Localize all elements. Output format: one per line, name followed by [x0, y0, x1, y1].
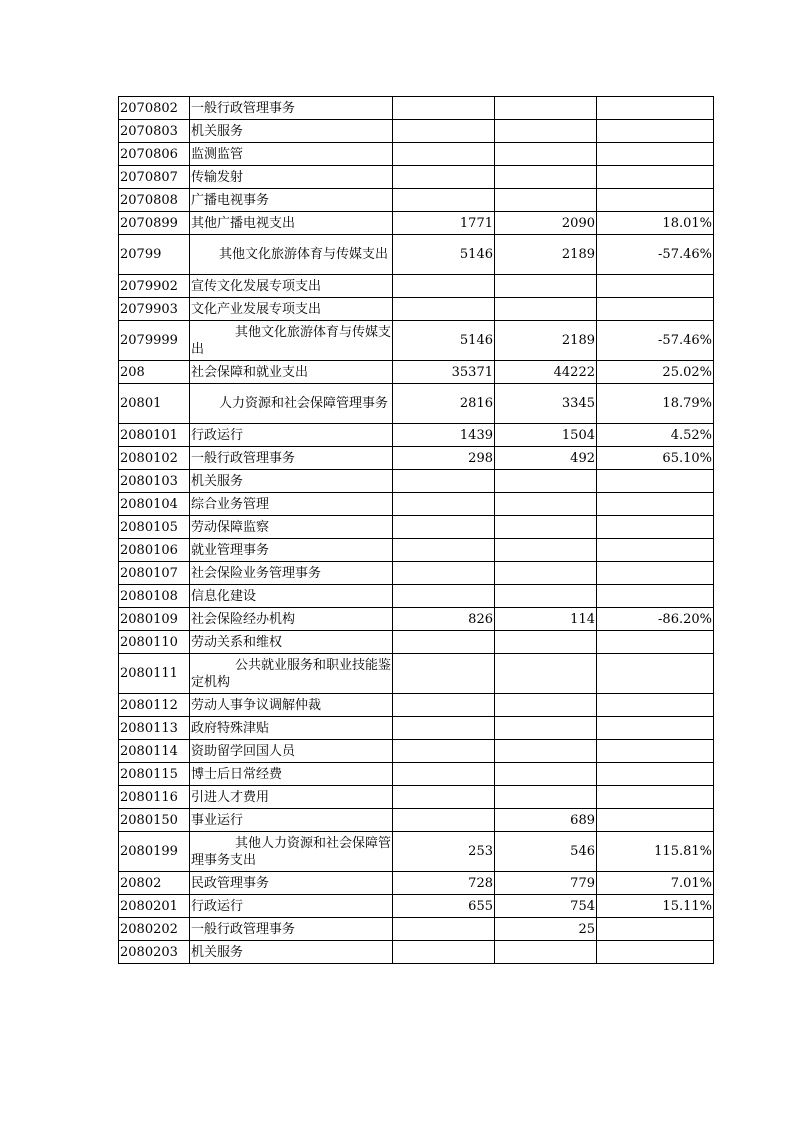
prior-year-amount-cell: 298 — [393, 447, 495, 470]
prior-year-amount-cell — [393, 654, 495, 694]
subject-code-cell: 2080201 — [119, 895, 190, 918]
table-row — [119, 809, 714, 832]
expenditure-table — [118, 96, 714, 964]
change-rate-cell: 4.52% — [597, 424, 714, 447]
table-row — [119, 516, 714, 539]
current-year-amount-cell — [495, 120, 597, 143]
prior-year-amount-cell: 728 — [393, 872, 495, 895]
prior-year-amount-cell — [393, 585, 495, 608]
subject-name-cell: 资助留学回国人员 — [190, 740, 393, 763]
prior-year-amount-cell — [393, 631, 495, 654]
current-year-amount-cell — [495, 298, 597, 321]
change-rate-cell — [597, 809, 714, 832]
table-row — [119, 941, 714, 964]
change-rate-cell — [597, 189, 714, 212]
subject-code-cell: 2080199 — [119, 832, 190, 872]
current-year-amount-cell — [495, 585, 597, 608]
current-year-amount-cell: 779 — [495, 872, 597, 895]
prior-year-amount-cell: 1439 — [393, 424, 495, 447]
subject-name-cell: 公共就业服务和职业技能鉴定机构 — [190, 654, 393, 694]
prior-year-amount-cell: 253 — [393, 832, 495, 872]
change-rate-cell — [597, 539, 714, 562]
prior-year-amount-cell: 5146 — [393, 235, 495, 275]
current-year-amount-cell: 25 — [495, 918, 597, 941]
subject-name-cell: 博士后日常经费 — [190, 763, 393, 786]
table-row — [119, 120, 714, 143]
change-rate-cell — [597, 470, 714, 493]
subject-code-cell: 2080105 — [119, 516, 190, 539]
current-year-amount-cell: 2189 — [495, 321, 597, 361]
subject-name-cell: 就业管理事务 — [190, 539, 393, 562]
subject-code-cell: 2080102 — [119, 447, 190, 470]
change-rate-cell — [597, 493, 714, 516]
subject-name-cell: 文化产业发展专项支出 — [190, 298, 393, 321]
change-rate-cell — [597, 166, 714, 189]
subject-code-cell: 2079902 — [119, 275, 190, 298]
current-year-amount-cell: 689 — [495, 809, 597, 832]
prior-year-amount-cell — [393, 166, 495, 189]
subject-code-cell: 2080113 — [119, 717, 190, 740]
subject-name-cell: 传输发射 — [190, 166, 393, 189]
current-year-amount-cell — [495, 97, 597, 120]
table-row — [119, 631, 714, 654]
subject-code-cell: 2080107 — [119, 562, 190, 585]
subject-code-cell: 2080112 — [119, 694, 190, 717]
prior-year-amount-cell — [393, 298, 495, 321]
change-rate-cell — [597, 143, 714, 166]
change-rate-cell — [597, 763, 714, 786]
subject-code-cell: 20802 — [119, 872, 190, 895]
current-year-amount-cell — [495, 763, 597, 786]
subject-name-cell: 机关服务 — [190, 470, 393, 493]
prior-year-amount-cell — [393, 562, 495, 585]
prior-year-amount-cell — [393, 120, 495, 143]
subject-code-cell: 2070806 — [119, 143, 190, 166]
subject-code-cell: 2080104 — [119, 493, 190, 516]
prior-year-amount-cell — [393, 694, 495, 717]
prior-year-amount-cell: 35371 — [393, 361, 495, 384]
subject-code-cell: 2070899 — [119, 212, 190, 235]
prior-year-amount-cell: 2816 — [393, 384, 495, 424]
subject-name-cell: 综合业务管理 — [190, 493, 393, 516]
change-rate-cell — [597, 97, 714, 120]
change-rate-cell: 18.79% — [597, 384, 714, 424]
subject-name-cell: 社会保险经办机构 — [190, 608, 393, 631]
subject-name-cell: 行政运行 — [190, 424, 393, 447]
change-rate-cell: 15.11% — [597, 895, 714, 918]
current-year-amount-cell: 2189 — [495, 235, 597, 275]
subject-name-cell: 机关服务 — [190, 120, 393, 143]
current-year-amount-cell — [495, 654, 597, 694]
table-row — [119, 321, 714, 361]
subject-code-cell: 2080116 — [119, 786, 190, 809]
change-rate-cell — [597, 585, 714, 608]
change-rate-cell — [597, 516, 714, 539]
current-year-amount-cell — [495, 694, 597, 717]
table-row — [119, 654, 714, 694]
change-rate-cell — [597, 275, 714, 298]
table-row — [119, 895, 714, 918]
prior-year-amount-cell — [393, 516, 495, 539]
change-rate-cell: 115.81% — [597, 832, 714, 872]
subject-name-cell: 其他人力资源和社会保障管理事务支出 — [190, 832, 393, 872]
table-row — [119, 786, 714, 809]
current-year-amount-cell — [495, 539, 597, 562]
subject-name-cell: 监测监管 — [190, 143, 393, 166]
prior-year-amount-cell — [393, 763, 495, 786]
subject-name-cell: 其他广播电视支出 — [190, 212, 393, 235]
subject-code-cell: 2070802 — [119, 97, 190, 120]
prior-year-amount-cell — [393, 275, 495, 298]
current-year-amount-cell — [495, 717, 597, 740]
table-row — [119, 97, 714, 120]
table-row — [119, 447, 714, 470]
change-rate-cell — [597, 918, 714, 941]
subject-name-cell: 一般行政管理事务 — [190, 97, 393, 120]
table-row — [119, 143, 714, 166]
table-row — [119, 189, 714, 212]
change-rate-cell — [597, 717, 714, 740]
current-year-amount-cell — [495, 166, 597, 189]
prior-year-amount-cell — [393, 539, 495, 562]
current-year-amount-cell — [495, 189, 597, 212]
prior-year-amount-cell: 655 — [393, 895, 495, 918]
subject-code-cell: 2080110 — [119, 631, 190, 654]
table-row — [119, 470, 714, 493]
change-rate-cell — [597, 786, 714, 809]
subject-name-cell: 社会保险业务管理事务 — [190, 562, 393, 585]
table-row — [119, 424, 714, 447]
table-row — [119, 872, 714, 895]
subject-name-cell: 事业运行 — [190, 809, 393, 832]
prior-year-amount-cell: 1771 — [393, 212, 495, 235]
current-year-amount-cell — [495, 786, 597, 809]
subject-code-cell: 2080101 — [119, 424, 190, 447]
change-rate-cell: -86.20% — [597, 608, 714, 631]
change-rate-cell — [597, 120, 714, 143]
table-row — [119, 562, 714, 585]
table-row — [119, 212, 714, 235]
subject-code-cell: 2080108 — [119, 585, 190, 608]
current-year-amount-cell — [495, 516, 597, 539]
table-row — [119, 361, 714, 384]
prior-year-amount-cell — [393, 717, 495, 740]
current-year-amount-cell — [495, 631, 597, 654]
subject-name-cell: 一般行政管理事务 — [190, 447, 393, 470]
table-row — [119, 763, 714, 786]
subject-code-cell: 2080106 — [119, 539, 190, 562]
subject-code-cell: 2080111 — [119, 654, 190, 694]
current-year-amount-cell — [495, 470, 597, 493]
prior-year-amount-cell — [393, 97, 495, 120]
table-row — [119, 275, 714, 298]
subject-code-cell: 20799 — [119, 235, 190, 275]
change-rate-cell — [597, 740, 714, 763]
subject-name-cell: 劳动人事争议调解仲裁 — [190, 694, 393, 717]
current-year-amount-cell — [495, 275, 597, 298]
change-rate-cell — [597, 694, 714, 717]
table-row — [119, 235, 714, 275]
subject-name-cell: 其他文化旅游体育与传媒支出 — [190, 321, 393, 361]
subject-name-cell: 其他文化旅游体育与传媒支出 — [190, 235, 393, 275]
table-row — [119, 832, 714, 872]
change-rate-cell — [597, 562, 714, 585]
subject-name-cell: 机关服务 — [190, 941, 393, 964]
current-year-amount-cell: 1504 — [495, 424, 597, 447]
subject-name-cell: 人力资源和社会保障管理事务 — [190, 384, 393, 424]
subject-name-cell: 引进人才费用 — [190, 786, 393, 809]
prior-year-amount-cell: 826 — [393, 608, 495, 631]
current-year-amount-cell: 2090 — [495, 212, 597, 235]
subject-code-cell: 2080114 — [119, 740, 190, 763]
subject-name-cell: 广播电视事务 — [190, 189, 393, 212]
subject-code-cell: 2080202 — [119, 918, 190, 941]
prior-year-amount-cell: 5146 — [393, 321, 495, 361]
current-year-amount-cell: 44222 — [495, 361, 597, 384]
subject-name-cell: 民政管理事务 — [190, 872, 393, 895]
table-row — [119, 585, 714, 608]
subject-code-cell: 2080203 — [119, 941, 190, 964]
prior-year-amount-cell — [393, 740, 495, 763]
subject-name-cell: 劳动保障监察 — [190, 516, 393, 539]
subject-code-cell: 2080103 — [119, 470, 190, 493]
change-rate-cell — [597, 631, 714, 654]
subject-name-cell: 劳动关系和维权 — [190, 631, 393, 654]
prior-year-amount-cell — [393, 918, 495, 941]
prior-year-amount-cell — [393, 189, 495, 212]
current-year-amount-cell: 114 — [495, 608, 597, 631]
change-rate-cell — [597, 298, 714, 321]
prior-year-amount-cell — [393, 470, 495, 493]
subject-name-cell: 政府特殊津贴 — [190, 717, 393, 740]
change-rate-cell — [597, 654, 714, 694]
subject-code-cell: 2080150 — [119, 809, 190, 832]
subject-name-cell: 宣传文化发展专项支出 — [190, 275, 393, 298]
change-rate-cell: 7.01% — [597, 872, 714, 895]
current-year-amount-cell — [495, 740, 597, 763]
prior-year-amount-cell — [393, 143, 495, 166]
current-year-amount-cell — [495, 562, 597, 585]
change-rate-cell: 65.10% — [597, 447, 714, 470]
table-row — [119, 298, 714, 321]
subject-code-cell: 2070803 — [119, 120, 190, 143]
change-rate-cell: 25.02% — [597, 361, 714, 384]
current-year-amount-cell: 754 — [495, 895, 597, 918]
subject-code-cell: 208 — [119, 361, 190, 384]
table-row — [119, 740, 714, 763]
prior-year-amount-cell — [393, 941, 495, 964]
prior-year-amount-cell — [393, 786, 495, 809]
current-year-amount-cell — [495, 493, 597, 516]
subject-code-cell: 2079903 — [119, 298, 190, 321]
change-rate-cell: -57.46% — [597, 235, 714, 275]
table-row — [119, 384, 714, 424]
current-year-amount-cell — [495, 941, 597, 964]
subject-code-cell: 2080109 — [119, 608, 190, 631]
subject-code-cell: 2079999 — [119, 321, 190, 361]
table-row — [119, 717, 714, 740]
subject-name-cell: 社会保障和就业支出 — [190, 361, 393, 384]
table-row — [119, 918, 714, 941]
subject-code-cell: 2070808 — [119, 189, 190, 212]
current-year-amount-cell — [495, 143, 597, 166]
prior-year-amount-cell — [393, 809, 495, 832]
prior-year-amount-cell — [393, 493, 495, 516]
table-row — [119, 166, 714, 189]
table-row — [119, 493, 714, 516]
subject-code-cell: 2070807 — [119, 166, 190, 189]
table-body — [119, 97, 714, 964]
subject-code-cell: 20801 — [119, 384, 190, 424]
current-year-amount-cell: 3345 — [495, 384, 597, 424]
subject-name-cell: 一般行政管理事务 — [190, 918, 393, 941]
change-rate-cell: 18.01% — [597, 212, 714, 235]
table-row — [119, 694, 714, 717]
change-rate-cell: -57.46% — [597, 321, 714, 361]
subject-name-cell: 行政运行 — [190, 895, 393, 918]
table-row — [119, 608, 714, 631]
change-rate-cell — [597, 941, 714, 964]
subject-name-cell: 信息化建设 — [190, 585, 393, 608]
subject-code-cell: 2080115 — [119, 763, 190, 786]
table-row — [119, 539, 714, 562]
current-year-amount-cell: 546 — [495, 832, 597, 872]
current-year-amount-cell: 492 — [495, 447, 597, 470]
